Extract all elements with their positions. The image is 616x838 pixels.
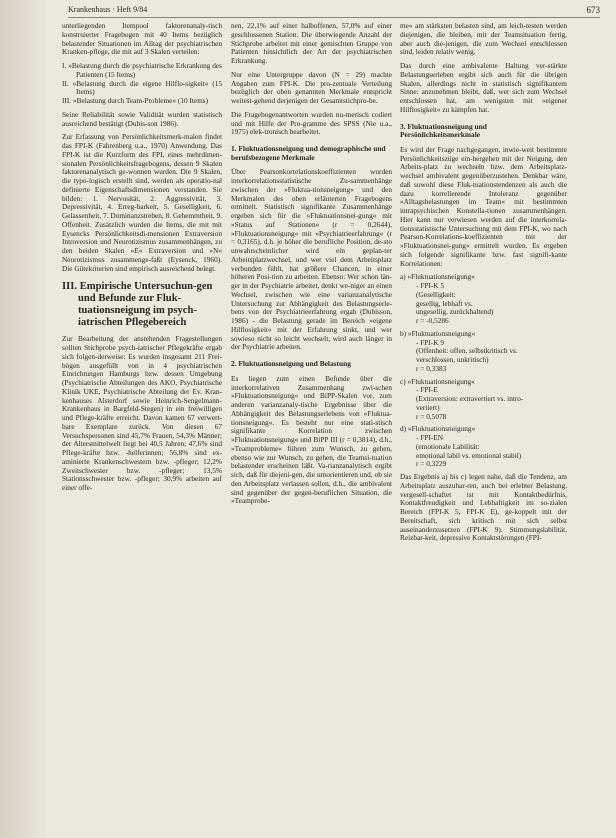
paragraph: Über Pearsonkorrelationskoeffizienten wurden interkorrelationsstatistische Zu-sammenhänge zwischen der »Fluktua-tionsneigung« und den Merkmalen des oben erläuterten Fragebogens ermittelt. Statistisch signifikante Zusammenhänge ergeben sich für die »Fluktuationsnei-gung« mit »Status auf Stationen« (r = 0,2644), »Fluktuationsneigung« mit »Psychiatrieerfahrung« (r = 0,3165), d.h. je höher die berufliche Position, de-sto unwahrscheinlicher wird ein geplan-ter Arbeitsplatzwechsel, und wer viel dem Arbeitsplatz verbunden fühlt, hat größere Chancen, in einer höheren Posi-tion zu arbeiten. Ebenso: Wer schon län-ger in der Psychiatrie arbeitet, denkt we-niger an einen Wechsel, zwischen wie eine varianzanalytische Untersuchung zur Abhängigkeit des Belastungserle-bens von der Psychiatrieerfahrung ergab (Dubisson, 1986) - die Belastung gerade im Bereich »eigene Hilflosigkeit« mit der Erfahrung sinkt, und wer sowieso nicht so leicht wechselt, wird auch länger in der Psychiatrie arbeiten. xyxy=(231,167,392,352)
text-column-2 xyxy=(231,22,392,511)
paragraph: Das Ergebnis a) bis c) legen nahe, daß die Tendenz, am Arbeitsplatz auszuhar-ren, auch bei erlebter Belastung, vergesell-schaftet ist mit Kontaktbedürfnis, Kontaktfreudigkeit und Lebhaftigkeit im so-zialen Bereich (FPI-K 5, FPI-K E), ge-koppelt mit der Bereitschaft, sich kritisch mit sich selbst auseinanderzusetzen (FPI-K 9). Stimmungslabilität, Reizbar-keit, depressive Kontaktstörungen (FPI- xyxy=(400,472,567,543)
correlation-head: b) »Fluktuationsneigung« xyxy=(400,328,476,338)
list-text: »Belastung durch Team-Probleme« (10 Items) xyxy=(72,96,209,105)
correlation-line: verschlossen, unkritisch) xyxy=(416,355,489,365)
correlation-list xyxy=(400,273,567,469)
correlation-line: - FPI-EN xyxy=(416,433,443,443)
correlation-coefficient: r = 0,3383 xyxy=(416,363,447,373)
section-heading xyxy=(62,281,222,329)
section-number: III. xyxy=(62,281,78,293)
list-number: I. xyxy=(62,61,67,70)
paragraph: Es wird der Frage nachgegangen, inwie-weit bestimmte Persönlichkeitszüge ein-hergehen mit der Neigung, den Arbeits-platz zu wechseln bzw. dem Arbeitsplatz-wechsel ambivalent gegenüberzustehen. Denkbar wäre, daß sowohl diese Fluk-tuationstendenzen als auch die dazu korrelierende Intoleranz gegenüber »Alltagsbelastungen im Team« mit bestimmten intrapsychischen Konstella-tionen zusammenhängen. Hier kann nur verwiesen werden auf die interkorrela-tionsstatistische Untersuchung mit dem FPI-K, wo nach Pearson-Korrelations-koeffizienten mit der »Fluktuationsnei-gung« ermittelt wurden. Es ergeben sich folgende signifikante bzw. fast signifi-kante Korrelationen: xyxy=(400,144,567,268)
paragraph: Zur Bearbeitung der anstehenden Fragestellungen sollten Stichprobe psych-iatrischer Pflegekräfte ergab sich folgen-derweise: Es wurden insgesamt 211 Frei-bögen ausgefüllt von in 4 psychiatrischen Einrichtungen Hamburgs bzw. dessen Umgebung (Psychiatrische Abteilungen des AKO, Psychiatrische Klinik UKE, Psychiatrische Abteilung der Ev. Kran-kenhauses Alsterdorf sowie Heinrich-Sengelmann-Krankenhaus in Bargfeld-Stegen) in ein freiwilligen und Pflege-kräfte erreicht. Davon kamen 67 verwert-bare Exemplare zurück. Von diesen 67 Versuchspersonen sind 45,7% Frauen, 54,3% Männer; der Altersmittelwelt liegt bei 40,5 Jahren; 47,6% sind Pflege-kräfte bzw. -helferinnen; 56,8% sind ex-aminierte Krankenschwestern bzw. -pfleger; 12,2% Zweitschwester bzw. -pfleger; 13,5% Stationsschwester bzw. -pfleger; 30,9% arbeiten auf einer offe- xyxy=(62,334,222,492)
correlation-line: (Offenheit: offen, selbstkritisch vs. xyxy=(416,346,518,356)
correlation-coefficient: r = 0,3229 xyxy=(416,459,447,469)
correlation-line: - FPI-K 5 xyxy=(416,281,444,291)
scale-list xyxy=(62,62,222,106)
paragraph: Das durch eine ambivalente Haltung ver-stärkte Belastungserleben ergibt sich auch für die übrigen Skalen, allerdings nicht in statistisch signifikantem Sinne: anzunehmen bleibt, daß, wer sich zum Wechsel entschlossen hat, am wenigsten mit »eigener Hilflosigkeit« zu kämpfen hat. xyxy=(400,61,567,114)
correlation-line: (Extraversion: extravertiert vs. intro- xyxy=(416,394,524,404)
list-number: III. xyxy=(62,96,72,105)
correlation-coefficient: r = -0,5286 xyxy=(416,316,449,326)
paragraph: nen, 22,1% auf einer halboffenen, 57,0% auf einer geschlossenen Station. Die überwiegende Anzahl der Stichprobe arbeitet mit einer gemischten Gruppe von Patienten hinsichtlich der Art der psychiatrischen Erkrankung. xyxy=(231,21,392,65)
correlation-coefficient: r = 0,5078 xyxy=(416,411,447,421)
paragraph: Es liegen zum einen Befunde über die interkorrelativen Zusammenhang zwi-schen »Fluktuationsneigung« und BiPP-Skalen vor, zum anderen varianzanaly-tische Ergebnisse über die Abhängigkeit des Belastungserlebens von »Fluktua-tionsneigung«. Es besteht nur eine stati-stisch signifikante Korrelation zwischen »Fluktuationsneigung« und BiPP III (r = 0,3814), d.h., »Teamprobleme« führen zum Wunsch, zu gehen, ebenso wie zur Wunsch, zu gehen, die Teamsi-tuation belastender erscheinen läßt. Va-rianzanalytisch ergibt sich, daß für diejeni-gen, die umorientieren und, ob sie den Arbeitsplatz verlassen sollen, d.h., die ambivalent sind gegenüber der gegen-beruflichen Situation, die »Teamprobe- xyxy=(231,373,392,506)
list-text: »Belastung durch die psychiatrische Erkrankung des Patienten (15 Items) xyxy=(68,61,222,79)
paragraph: Seine Reliabilität sowie Validität wurden statistisch ausreichend bestätigt (Dubis-son 1986). xyxy=(62,109,222,128)
text-column-3 xyxy=(400,22,567,548)
subsection-heading: 3. Fluktuationsneigung und Persönlichkeitsmerkmale xyxy=(400,121,487,140)
subsection-heading: 1. Fluktuationsneigung und demographische und berufsbezogene Merkmale xyxy=(231,144,386,162)
correlation-head: c) »Fluktuationsneigung« xyxy=(400,376,475,386)
correlation-line: gesellig, lebhaft vs. xyxy=(416,298,473,308)
correlation-line: emotional labil vs. emotional stabil) xyxy=(416,450,522,460)
text-column-1 xyxy=(62,22,222,498)
paragraph: Nur eine Untergruppe davon (N = 29) machte Angaben zum FPI-K. Die pro-zentuale Verteilung bezüglich der oben genannten Merkmale entspricht weitest-gehend derjenigen der Gesamtstichpro-be. xyxy=(231,69,392,105)
journal-issue-label: Krankenhaus · Heft 9/84 xyxy=(68,5,148,14)
correlation-head: d) »Fluktuationsneigung« xyxy=(400,424,476,434)
list-number: II. xyxy=(62,78,69,88)
page-number: 673 xyxy=(586,5,600,15)
correlation-item-d xyxy=(400,425,567,469)
book-gutter-shadow xyxy=(0,0,46,838)
paragraph: Zur Erfassung von Persönlichkeitsmerk-malen findet das FPI-K (Fahrenberg u.a., 1970) Anwendung. Das FPI-K ist die Kurzform des FPI, eines mehrdimen-sionalen Persönlichkeitsfragebogens, dessen 9 Skalen faktorenanalytisch ge-wonnen wurden. Die 9 Skalen, die typo-logisch erstellt sind, werden als operatio-nal definierte Eigenschaftsdimensionen verstanden. Sie bilden: 1. Nervosität, 2. Aggressivität, 3. Depressivität, 4. Erreg-barkeit, 5. Geselligkeit, 6. Gelassenheit, 7. Dominanzstreben, 8. Gehemmtheit, 9. Offenheit. Zusätzlich wurden die Items, die mit mit Eysencks Persönlichkeitsdi-mensionen Extraversion Introversion und Neurotizismus zusammenhängen, zu den beiden Skalen »E« Extraversion und »N« Neurotizismus zusammenge-faßt (Eysenck, 1960). Die Gütekriterien sind empirisch ausreichend belegt. xyxy=(62,132,222,273)
scale-item-2 xyxy=(62,80,222,98)
running-header xyxy=(68,5,600,18)
section-title: Empirische Untersuchun-gen und Befunde zur Fluk-tuationsneigung im psych-iatrischen Pflegebereich xyxy=(78,281,213,329)
correlation-line: (Geselligkeit: xyxy=(416,289,456,299)
paragraph: me« am stärksten belasten sind, am leich-testen werden diejenigen, die bleiben, mit der Teamsituation fertig, aber auch die-jenigen, die zum Wechsel entschlossen sind, leiden relativ wenig. xyxy=(400,21,567,57)
correlation-line: - FPI-E xyxy=(416,385,438,395)
list-text: »Belastung durch die eigene Hilflo-sigkeit« (15 Items) xyxy=(72,78,222,97)
correlation-line: vertiert) xyxy=(416,402,440,412)
scale-item-1 xyxy=(62,62,222,80)
correlation-line: ungesellig, zurückhaltend) xyxy=(416,307,494,317)
subsection-heading: 2. Fluktuationsneigung und Belastung xyxy=(231,359,351,369)
correlation-line: - FPI-K 9 xyxy=(416,337,444,347)
scale-item-3 xyxy=(62,97,222,106)
paragraph: unterliegenden Itempool faktorenanaly-tisch konstruierter Fragebogen mit 40 Items bezüglich belastender Situationen im Alltag der psychiatrischen Kranken-pflege, die mit auf 3 Skalen verteilen: xyxy=(62,21,222,57)
paragraph: Die Fragebogenantworten wurden nu-merisch codiert und mit Hilfe der Pro-gramme des SPSS (Nie u.a., 1975) elek-tronisch bearbeitet. xyxy=(231,109,392,137)
correlation-item-a xyxy=(400,273,567,326)
correlation-head: a) »Fluktuationsneigung« xyxy=(400,272,475,282)
correlation-line: (emotionale Labilität: xyxy=(416,441,480,451)
correlation-item-c xyxy=(400,378,567,422)
correlation-item-b xyxy=(400,330,567,374)
